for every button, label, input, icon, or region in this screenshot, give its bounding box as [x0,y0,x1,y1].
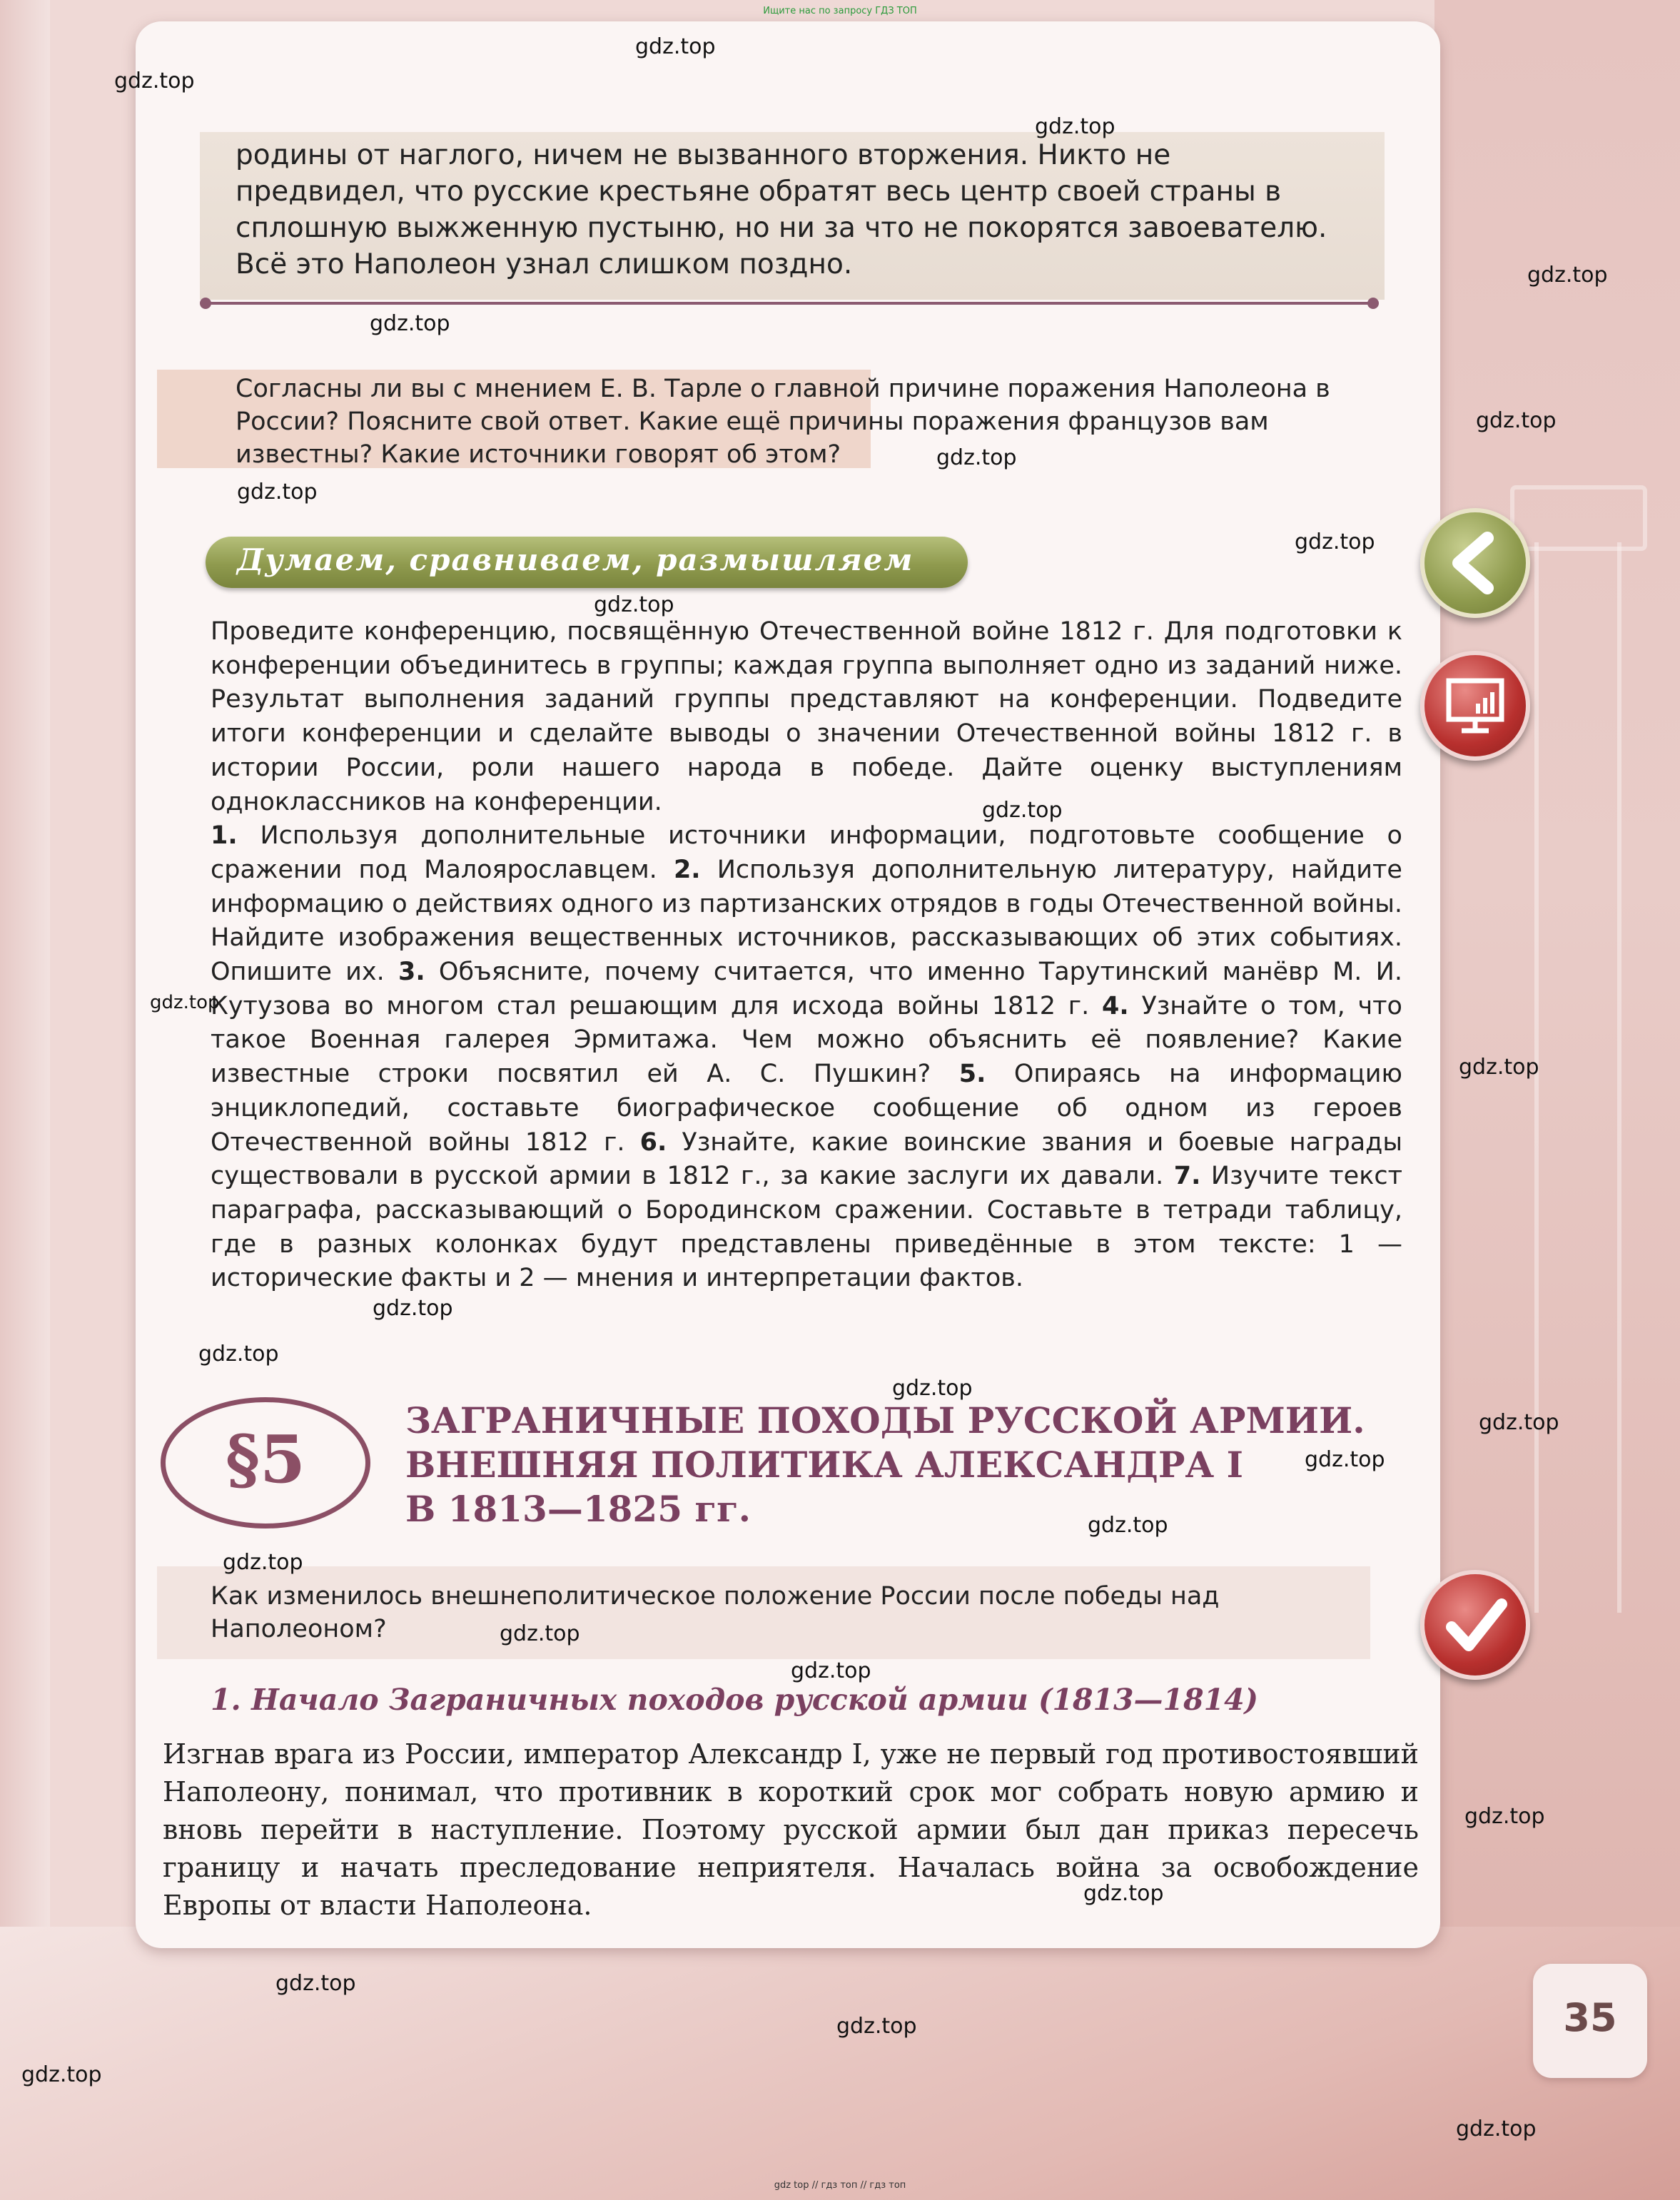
watermark: gdz.top [1088,1513,1168,1538]
top-note: Ищите нас по запросу ГДЗ ТОП [763,6,917,16]
back-arrow-icon [1425,512,1526,614]
page-bottom-decoration [0,1927,1680,2200]
section-title-line: ВНЕШНЯЯ ПОЛИТИКА АЛЕКСАНДРА I [405,1444,1243,1486]
watermark: gdz.top [1459,1055,1539,1080]
watermark: gdz.top [114,69,195,93]
watermark: gdz.top [1476,408,1557,433]
watermark: gdz.top [836,2014,917,2039]
self-check-button[interactable] [1420,1570,1530,1680]
page-number: 35 [1563,1995,1617,2040]
task-text: Узнайте о том, что такое Военная галерея Эрмитажа. Чем можно объяснить её появление? Какие известные строки посвятил ей А. С. Пушкин? [211,991,1402,1089]
watermark: gdz.top [373,1296,453,1321]
watermark: gdz.top [635,34,716,59]
watermark: gdz.top [1479,1410,1559,1435]
subsection-heading: 1. Начало Заграничных походов русской армии (1813—1814) [211,1683,1259,1717]
task-number: 2. [673,855,701,884]
decorative-tower-drawing [1534,542,1621,1613]
watermark: gdz.top [936,445,1017,470]
watermark: gdz.top [223,1550,303,1575]
intro-question: Как изменилось внешнеполитическое положение России после победы над Наполеоном? [211,1582,1220,1643]
watermark: gdz.top [1305,1447,1385,1472]
task-number: 4. [1102,991,1129,1020]
page-number-badge [1533,1964,1647,2078]
watermark: gdz.top [21,2062,102,2087]
watermark: gdz.top [237,480,318,505]
watermark: gdz.top [982,798,1063,823]
watermark: gdz.top [1083,1881,1164,1906]
watermark: gdz.top [1527,263,1608,288]
task-number: 5. [958,1060,986,1089]
think-heading-label: Думаем, сравниваем, размышляем [237,542,914,577]
watermark: gdz.top [791,1658,871,1683]
watermark: gdz.top [198,1342,279,1367]
watermark: gdz.top [594,592,674,617]
task-number: 1. [211,821,238,851]
task-text: Объясните, почему считается, что именно Тарутинский манёвр М. И. Кутузова во многом стал решающим для исхода войны 1812 г. [211,958,1402,1020]
section-title-line: ЗАГРАНИЧНЫЕ ПОХОДЫ РУССКОЙ АРМИИ. [405,1399,1365,1441]
task-text: Изучите текст параграфа, рассказывающий о Бородинском сражении. Составьте в тетради таблицу, где в разных колонках будут представлены приведённые в этом тексте: 1 — исторические факты и 2 — мнения и интерпретации фактов. [211,1162,1402,1293]
section-number: §5 [225,1421,306,1498]
section-title-line: В 1813—1825 гг. [405,1488,752,1530]
watermark: gdz.top [500,1621,580,1646]
section-number-badge [161,1397,370,1529]
section-title [405,1399,1419,1531]
task-text: Опираясь на информацию энциклопедий, составьте биографическое сообщение об одном из героев Отечественной войны 1812 г. [211,1060,1402,1157]
quote-text: родины от наглого, ничем не вызванного вторжения. Никто не предвидел, что русские крестьяне обратят весь центр своей страны в сплошную выжженную пустыню, но ни за что не покорятся завоевателю. Всё это Наполеон узнал слишком поздно. [236,139,1327,280]
quote-divider [206,302,1373,305]
watermark: gdz.top [370,311,450,336]
presentation-screen-icon [1425,655,1526,756]
watermark: gdz.top [1456,2117,1537,2141]
bottom-note: gdz top // гдз топ // гдз топ [774,2180,906,2191]
assignment-text [211,615,1402,1296]
page-left-margin [0,0,50,2200]
watermark: gdz.top [150,992,220,1013]
watermark: gdz.top [892,1376,973,1401]
assignment-intro: Проведите конференцию, посвящённую Отечественной войне 1812 г. Для подготовки к конференции объединитесь в группы; каждая группа выполняет одно из заданий ниже. Результат выполнения заданий группы представляют на конференции. Подведите итоги конференции и сделайте выводы о значении Отечественной войны 1812 г. в истории России, роли нашего народа в победе. Дайте оценку выступлениям одноклассников на конференции. [211,617,1402,816]
task-number: 7. [1173,1162,1201,1191]
watermark: gdz.top [1464,1804,1545,1829]
back-button[interactable] [1420,508,1530,618]
task-number: 3. [398,958,425,987]
body-paragraph: Изгнав врага из России, император Александр I, уже не первый год противостоявший Наполеону, понимал, что противник в короткий срок мог собрать новую армию и вновь перейти в наступление. Поэтому русской армии был дан приказ пересечь границу и начать преследование неприятеля. Началась война за освобождение Европы от власти Наполеона. [163,1738,1419,1921]
watermark: gdz.top [1295,529,1375,554]
watermark: gdz.top [1035,114,1115,139]
task-text: Используя дополнительную литературу, найдите информацию о действиях одного из партизанских отрядов в годы Отечественной войны. Найдите изображения вещественных источников, рассказывающих об этих событиях. Опишите их. [211,855,1402,987]
task-text: Используя дополнительные источники информации, подготовьте сообщение о сражении под Малоярославцем. [211,821,1402,884]
task-number: 6. [639,1127,667,1157]
presentation-button[interactable] [1420,651,1530,761]
watermark: gdz.top [275,1971,356,1996]
task-text: Узнайте, какие воинские звания и боевые награды существовали в русской армии в 1812 г., за какие заслуги их давали. [211,1127,1402,1191]
checkmark-icon [1425,1574,1526,1676]
question-text: Согласны ли вы с мнением Е. В. Тарле о главной причине поражения Наполеона в России? Поясните свой ответ. Какие ещё причины поражения французов вам известны? Какие источники говорят об этом? [236,375,1330,469]
think-compare-heading [206,537,968,588]
